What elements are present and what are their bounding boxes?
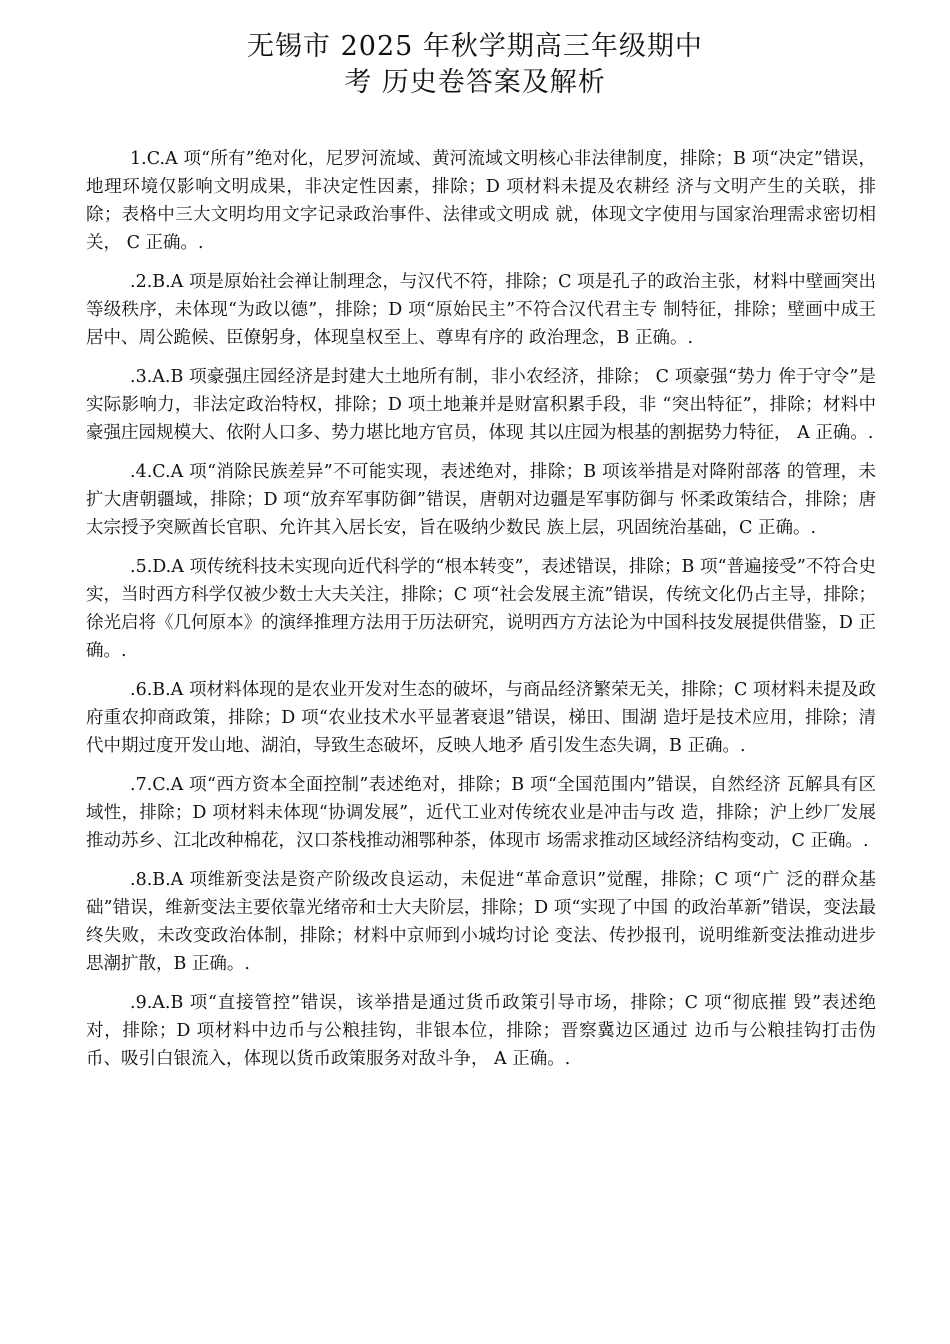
answer-item-5: .5.D.A 项传统科技未实现向近代科学的“根本转变”，表述错误，排除；B 项“普遍接受”不符合史实，当时西方科学仅被少数士大夫关注，排除；C 项“社会发展主流”错误，传统文化仍占主导，排除；徐光启将《几何原本》的演绎推理方法用于历法研究，说明西方方法论为中国科技发展提供借鉴，D 正确。. [86, 557, 876, 661]
answer-item-2: .2.B.A 项是原始社会禅让制理念，与汉代不符，排除；C 项是孔子的政治主张，材料中壁画突出等级秩序，未体现“为政以德”，排除；D 项“原始民主”不符合汉代君主专 制特征，排除；壁画中成王居中、周公跪候、臣僚躬身，体现皇权至上、尊卑有序的 政治理念，B 正确。. [86, 272, 876, 348]
answer-item-4: .4.C.A 项“消除民族差异”不可能实现，表述绝对，排除；B 项该举措是对降附部落 的管理，未扩大唐朝疆域，排除；D 项“放弃军事防御”错误，唐朝对边疆是军事防御与 怀柔政策结合，排除；唐太宗授予突厥酋长官职、允许其入居长安，旨在吸纳少数民 族上层，巩固统治基础，C 正确。. [86, 462, 876, 538]
answer-item-7: .7.C.A 项“西方资本全面控制”表述绝对，排除；B 项“全国范围内”错误，自然经济 瓦解具有区域性，排除；D 项材料未体现“协调发展”，近代工业对传统农业是冲击与改 造，排除；沪上纱厂发展推动苏乡、江北改种棉花，汉口茶栈推动湘鄂种茶，体现市 场需求推动区域经济结构变动，C 正确。. [86, 775, 876, 851]
answer-item-6: .6.B.A 项材料体现的是农业开发对生态的破坏，与商品经济繁荣无关，排除；C 项材料未提及政府重农抑商政策，排除；D 项“农业技术水平显著衰退”错误，梯田、围湖 造圩是技术应用，排除；清代中期过度开发山地、湖泊，导致生态破坏，反映人地矛 盾引发生态失调，B 正确。. [86, 680, 876, 756]
document-title-line-1: 无锡市 2025 年秋学期高三年级期中 [247, 31, 703, 62]
answer-item-9: .9.A.B 项“直接管控”错误，该举措是通过货币政策引导市场，排除；C 项“彻底摧 毁”表述绝对，排除；D 项材料中边币与公粮挂钩，非银本位，排除；晋察冀边区通过 边币与公粮挂钩打击伪币、吸引白银流入，体现以货币政策服务对敌斗争， A 正确。. [86, 993, 876, 1069]
answer-list [86, 145, 876, 1084]
answer-item-8: .8.B.A 项维新变法是资产阶级改良运动，未促进“革命意识”觉醒，排除；C 项“广 泛的群众基础”错误，维新变法主要依靠光绪帝和士大夫阶层，排除；D 项“实现了中国 的政治革新”错误，变法最终失败，未改变政治体制，排除；材料中京师到小城均讨论 变法、传抄报刊，说明维新变法推动进步思潮扩散，B 正确。. [86, 870, 876, 974]
document-title-line-2: 考 历史卷答案及解析 [344, 67, 606, 98]
answer-item-1: 1.C.A 项“所有”绝对化，尼罗河流域、黄河流域文明核心非法律制度，排除；B 项“决定”错误，地理环境仅影响文明成果，非决定性因素，排除；D 项材料未提及农耕经 济与文明产生的关联，排除；表格中三大文明均用文字记录政治事件、法律或文明成 就，体现文字使用与国家治理需求密切相关， C 正确。. [86, 149, 876, 253]
answer-item-3: .3.A.B 项豪强庄园经济是封建大土地所有制，非小农经济，排除； C 项豪强“势力 侔于守令”是实际影响力，非法定政治特权，排除；D 项土地兼并是财富积累手段，非 “突出特征”，排除；材料中豪强庄园规模大、依附人口多、势力堪比地方官员，体现 其以庄园为根基的割据势力特征， A 正确。. [86, 367, 876, 443]
